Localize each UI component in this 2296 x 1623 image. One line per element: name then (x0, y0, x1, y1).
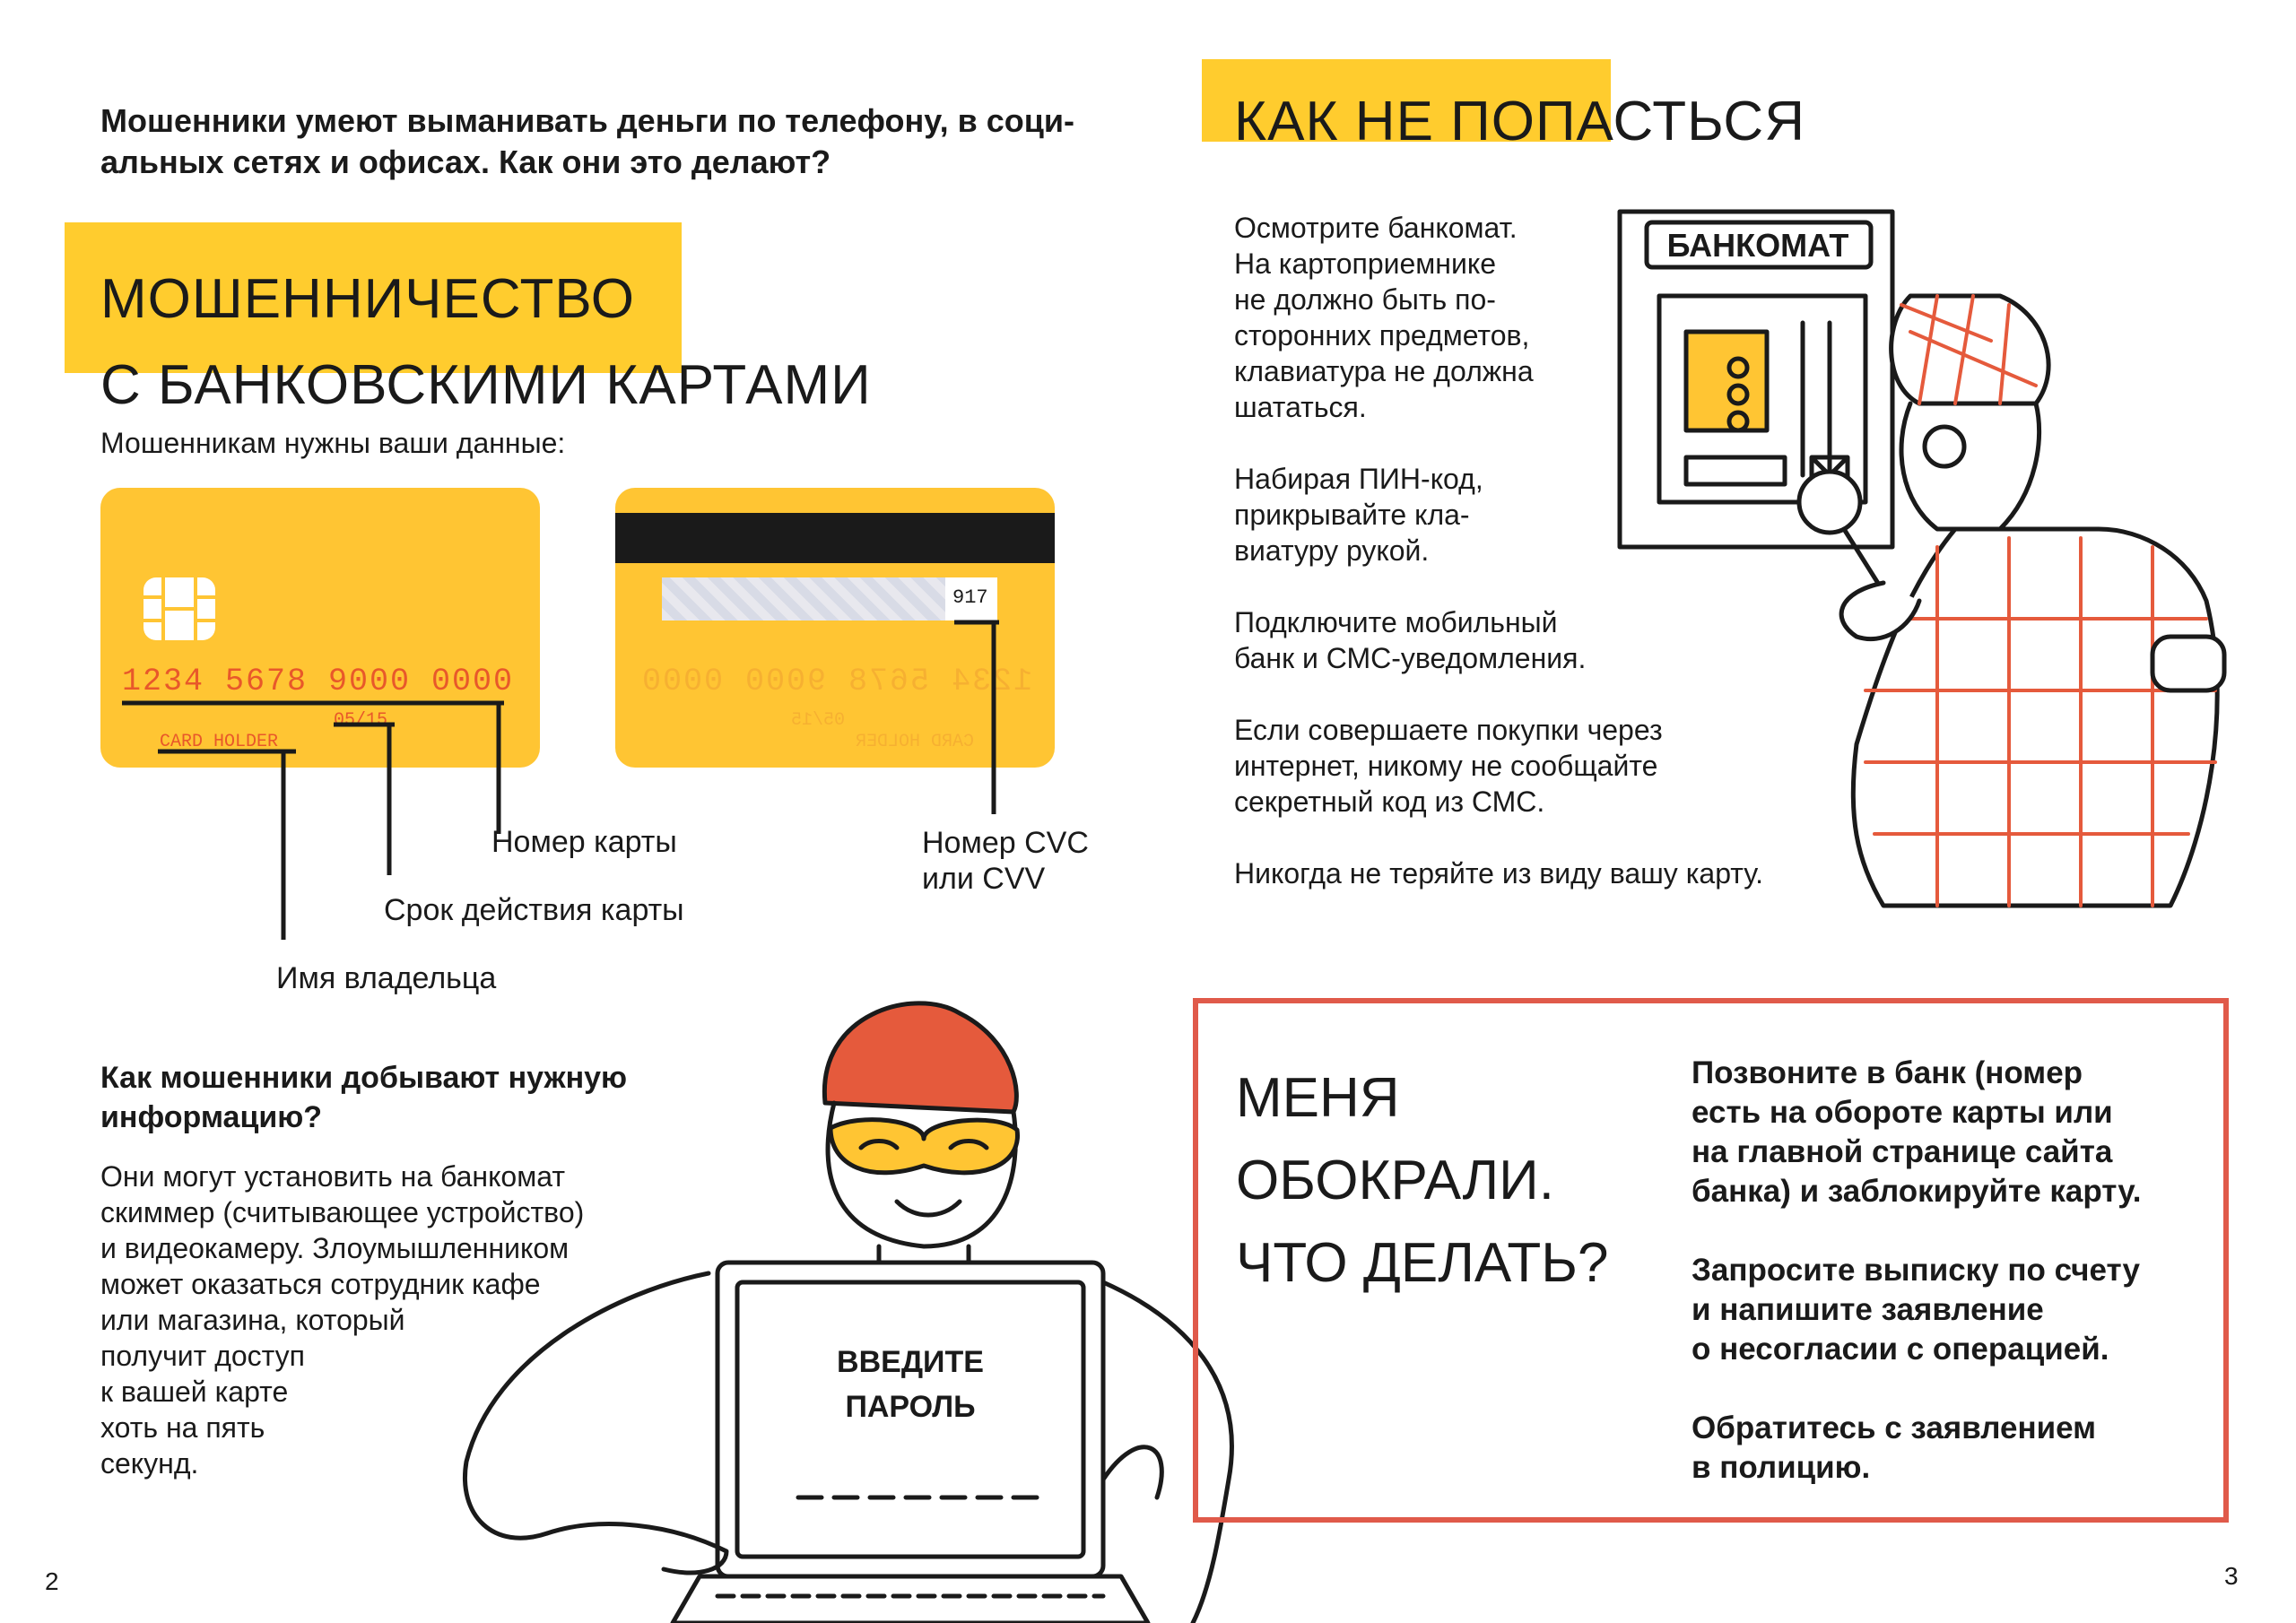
step-2: Запросите выписку по счету и напишите заявление о несогласии с операцией. (1692, 1253, 2140, 1367)
tip-1: Осмотрите банкомат. На картоприемнике не должно быть по- сторонних предметов, клавиатура не должна шататься. (1234, 212, 1534, 423)
tip-2: Набирая ПИН-код, прикрывайте кла- виатуру рукой. (1234, 463, 1483, 567)
tip-3: Подключите мобильный банк и СМС-уведомления. (1234, 606, 1587, 674)
laptop-text-line1: ВВЕДИТЕ (837, 1345, 984, 1379)
step-1: Позвоните в банк (номер есть на обороте карты или на главной странице сайта банка) и заблокируйте карту. (1692, 1055, 2142, 1209)
card-holder-mirror: CARD HOLDER (856, 732, 975, 752)
right-title: КАК НЕ ПОПАСТЬСЯ (1234, 91, 1805, 152)
tip-5: Никогда не теряйте из виду вашу карту. (1234, 857, 1763, 890)
intro-text: Мошенники умеют выманивать деньги по телефону, в соци- альных сетях и офисах. Как они это делают? (100, 102, 1074, 180)
cvv-code: 917 (952, 586, 988, 609)
how-heading: Как мошенники добывают нужную информацию? (100, 1061, 628, 1134)
label-expiry: Срок действия карты (384, 893, 684, 927)
card-holder: CARD HOLDER (160, 732, 279, 752)
laptop-text-line2: ПАРОЛЬ (845, 1390, 976, 1424)
how-text: Они могут установить на банкомат скиммер (считывающее устройство) и видеокамеру. Злоумышленником может оказаться сотрудник кафе или магазина, который получит доступ к вашей карте хоть на пять секунд. (100, 1160, 585, 1480)
card-expiry-mirror: 05/15 (791, 710, 846, 731)
card-number: 1234 5678 9000 0000 (122, 664, 515, 699)
label-holder: Имя владельца (276, 961, 497, 995)
label-cvv: Номер CVC или CVV (922, 826, 1089, 896)
section-title: МОШЕННИЧЕСТВО С БАНКОВСКИМИ КАРТАМИ (100, 268, 872, 416)
page-number-left: 2 (45, 1567, 59, 1595)
tip-4: Если совершаете покупки через интернет, никому не сообщайте секретный код из СМС. (1234, 714, 1663, 818)
data-needed-text: Мошенникам нужны ваши данные: (100, 427, 566, 459)
card-expiry: 05/15 (334, 710, 388, 731)
atm-label: БАНКОМАТ (1666, 227, 1849, 264)
card-number-mirror: 1234 5678 9000 0000 (640, 664, 1033, 699)
page-number-right: 3 (2224, 1562, 2239, 1590)
robbed-steps (1692, 1054, 2194, 1527)
step-3: Обратитесь с заявлением в полицию. (1692, 1410, 2097, 1485)
label-card-number: Номер карты (491, 825, 677, 859)
thief-illustration (439, 977, 1300, 1623)
robbed-box (1193, 998, 2229, 1523)
robbed-heading: МЕНЯ ОБОКРАЛИ. ЧТО ДЕЛАТЬ? (1236, 1067, 1609, 1294)
atm-detective-illustration (1614, 206, 2242, 942)
